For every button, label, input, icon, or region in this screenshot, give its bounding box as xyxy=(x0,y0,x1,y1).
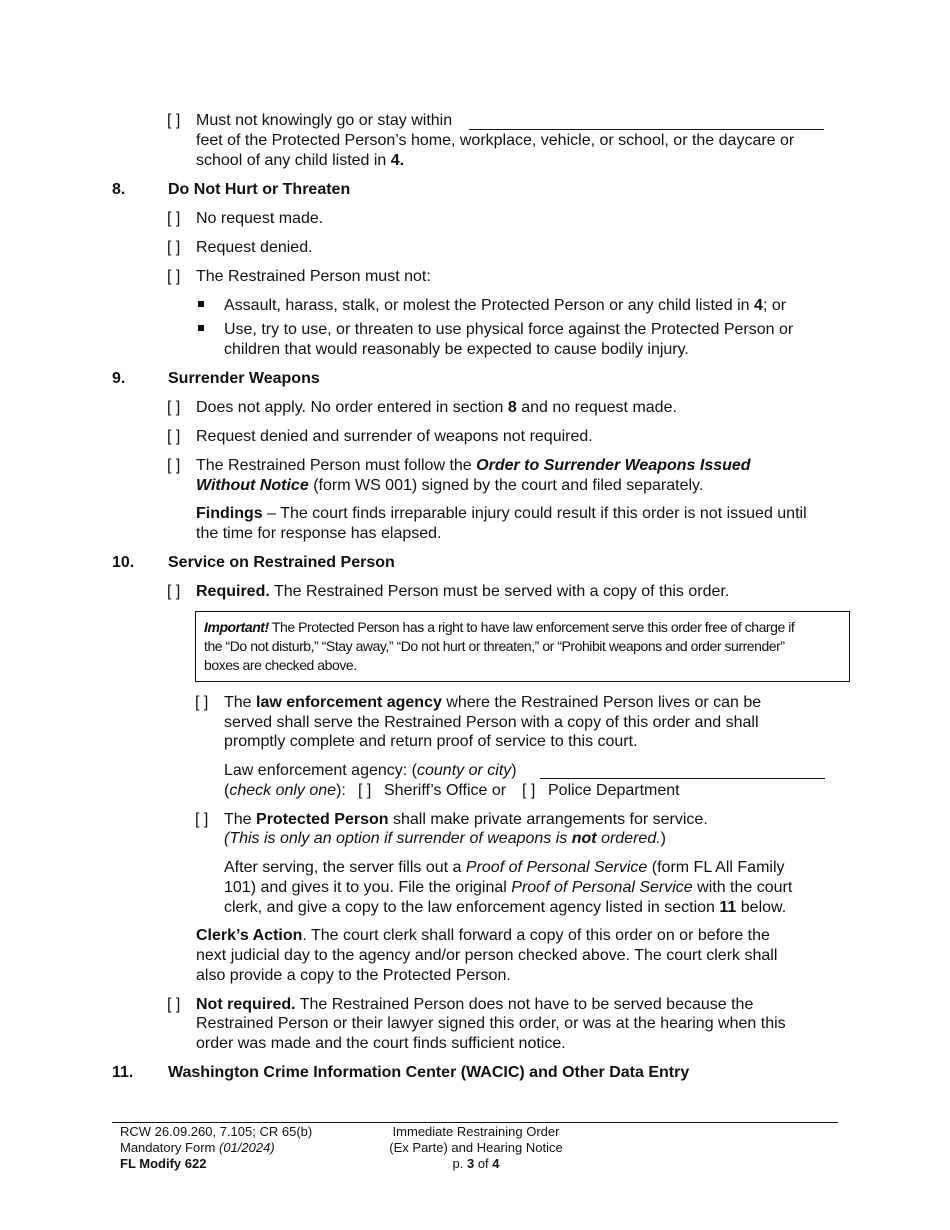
stay-away-text-line2: feet of the Protected Person’s home, workplace, vehicle, or school, or the daycare or xyxy=(196,132,795,149)
footer-rcw: RCW 26.09.260, 7.105; CR 65(b) xyxy=(120,1124,313,1139)
checkbox-must-not[interactable]: [ ] xyxy=(167,268,181,285)
after-serving-line3: clerk, and give a copy to the law enforcement agency listed in section 11 below. xyxy=(224,899,787,916)
option-does-not-apply: Does not apply. No order entered in section 8 and no request made. xyxy=(196,399,677,416)
option-no-request: No request made. xyxy=(196,210,324,227)
section-11-number: 11. xyxy=(112,1064,134,1081)
findings-line1: Findings – The court finds irreparable injury could result if this order is not issued until xyxy=(196,505,807,522)
law-enforcement-line3: promptly complete and return proof of service to this court. xyxy=(224,733,638,750)
checkbox-no-request[interactable]: [ ] xyxy=(167,210,181,227)
important-notice-line2: the “Do not disturb,” “Stay away,” “Do not hurt or threaten,” or “Prohibit weapons and order surrender” xyxy=(204,638,785,654)
clerk-action-line3: also provide a copy to the Protected Person. xyxy=(196,967,511,984)
section-11-title: Washington Crime Information Center (WACIC) and Other Data Entry xyxy=(168,1064,690,1081)
important-notice-line1: Important! The Protected Person has a right to have law enforcement serve this order free of charge if xyxy=(204,619,795,635)
checkbox-protected-person[interactable]: [ ] xyxy=(195,811,209,828)
option-surrender-denied: Request denied and surrender of weapons not required. xyxy=(196,428,593,445)
footer-mandatory: Mandatory Form (01/2024) xyxy=(120,1140,275,1155)
clerk-action-line1: Clerk’s Action. The court clerk shall forward a copy of this order on or before the xyxy=(196,927,770,944)
bullet-force-text-line2: children that would reasonably be expected to cause bodily injury. xyxy=(224,341,689,358)
checkbox-not-required[interactable]: [ ] xyxy=(167,996,181,1013)
option-request-denied: Request denied. xyxy=(196,239,313,256)
checkbox-sheriff[interactable]: [ ] xyxy=(358,782,372,799)
not-required-line1: Not required. The Restrained Person does not have to be served because the xyxy=(196,996,754,1013)
section-10-title: Service on Restrained Person xyxy=(168,554,395,571)
checkbox-stay-away-distance[interactable]: [ ] xyxy=(167,112,181,129)
protected-person-line1: The Protected Person shall make private arrangements for service. xyxy=(224,811,708,828)
footer-divider xyxy=(112,1122,838,1123)
not-required-line2: Restrained Person or their lawyer signed this order, or was at the hearing when this xyxy=(196,1015,786,1032)
police-department-label: Police Department xyxy=(548,782,680,799)
findings-line2: the time for response has elapsed. xyxy=(196,525,442,542)
check-only-one-label: (check only one): xyxy=(224,782,346,799)
not-required-line3: order was made and the court finds sufficient notice. xyxy=(196,1035,566,1052)
checkbox-request-denied[interactable]: [ ] xyxy=(167,239,181,256)
option-must-not: The Restrained Person must not: xyxy=(196,268,431,285)
law-enforcement-line2: served shall serve the Restrained Person with a copy of this order and shall xyxy=(224,714,759,731)
checkbox-surrender-denied[interactable]: [ ] xyxy=(167,428,181,445)
after-serving-line2: 101) and gives it to you. File the original Proof of Personal Service with the court xyxy=(224,879,793,896)
checkbox-police[interactable]: [ ] xyxy=(522,782,536,799)
bullet-force-text-line1: Use, try to use, or threaten to use physical force against the Protected Person or xyxy=(224,321,794,338)
option-follow-order-line2: Without Notice (form WS 001) signed by the court and filed separately. xyxy=(196,477,704,494)
bullet-icon xyxy=(198,301,204,307)
checkbox-required[interactable]: [ ] xyxy=(167,583,181,600)
checkbox-does-not-apply[interactable]: [ ] xyxy=(167,399,181,416)
agency-blank-field[interactable] xyxy=(540,778,825,779)
bullet-icon xyxy=(198,325,204,331)
after-serving-line1: After serving, the server fills out a Proof of Personal Service (form FL All Family xyxy=(224,859,785,876)
sheriff-office-label: Sheriff’s Office or xyxy=(384,782,507,799)
agency-label: Law enforcement agency: (county or city) xyxy=(224,762,517,779)
important-notice-box xyxy=(195,611,850,682)
option-required: Required. The Restrained Person must be served with a copy of this order. xyxy=(196,583,730,600)
clerk-action-line2: next judicial day to the agency and/or person checked above. The court clerk shall xyxy=(196,947,778,964)
checkbox-follow-order[interactable]: [ ] xyxy=(167,457,181,474)
stay-away-text-line3: school of any child listed in 4. xyxy=(196,152,405,169)
stay-away-distance-text: Must not knowingly go or stay within xyxy=(196,112,453,129)
section-8-title: Do Not Hurt or Threaten xyxy=(168,181,351,198)
distance-blank-field[interactable] xyxy=(469,129,824,130)
footer-title-line2: (Ex Parte) and Hearing Notice xyxy=(389,1140,563,1155)
section-9-number: 9. xyxy=(112,370,126,387)
section-8-number: 8. xyxy=(112,181,126,198)
law-enforcement-line1: The law enforcement agency where the Restrained Person lives or can be xyxy=(224,694,762,711)
protected-person-note: (This is only an option if surrender of weapons is not ordered.) xyxy=(224,830,666,847)
section-10-number: 10. xyxy=(112,554,135,571)
important-notice-line3: boxes are checked above. xyxy=(204,657,357,673)
footer-form-id: FL Modify 622 xyxy=(120,1156,207,1171)
footer-title-line1: Immediate Restraining Order xyxy=(392,1124,560,1139)
bullet-assault-text: Assault, harass, stalk, or molest the Protected Person or any child listed in 4; or xyxy=(224,297,787,314)
checkbox-law-enforcement[interactable]: [ ] xyxy=(195,694,209,711)
section-9-title: Surrender Weapons xyxy=(168,370,320,387)
option-follow-order-line1: The Restrained Person must follow the Order to Surrender Weapons Issued xyxy=(196,457,751,474)
footer-page-number: p. 3 of 4 xyxy=(452,1156,500,1171)
